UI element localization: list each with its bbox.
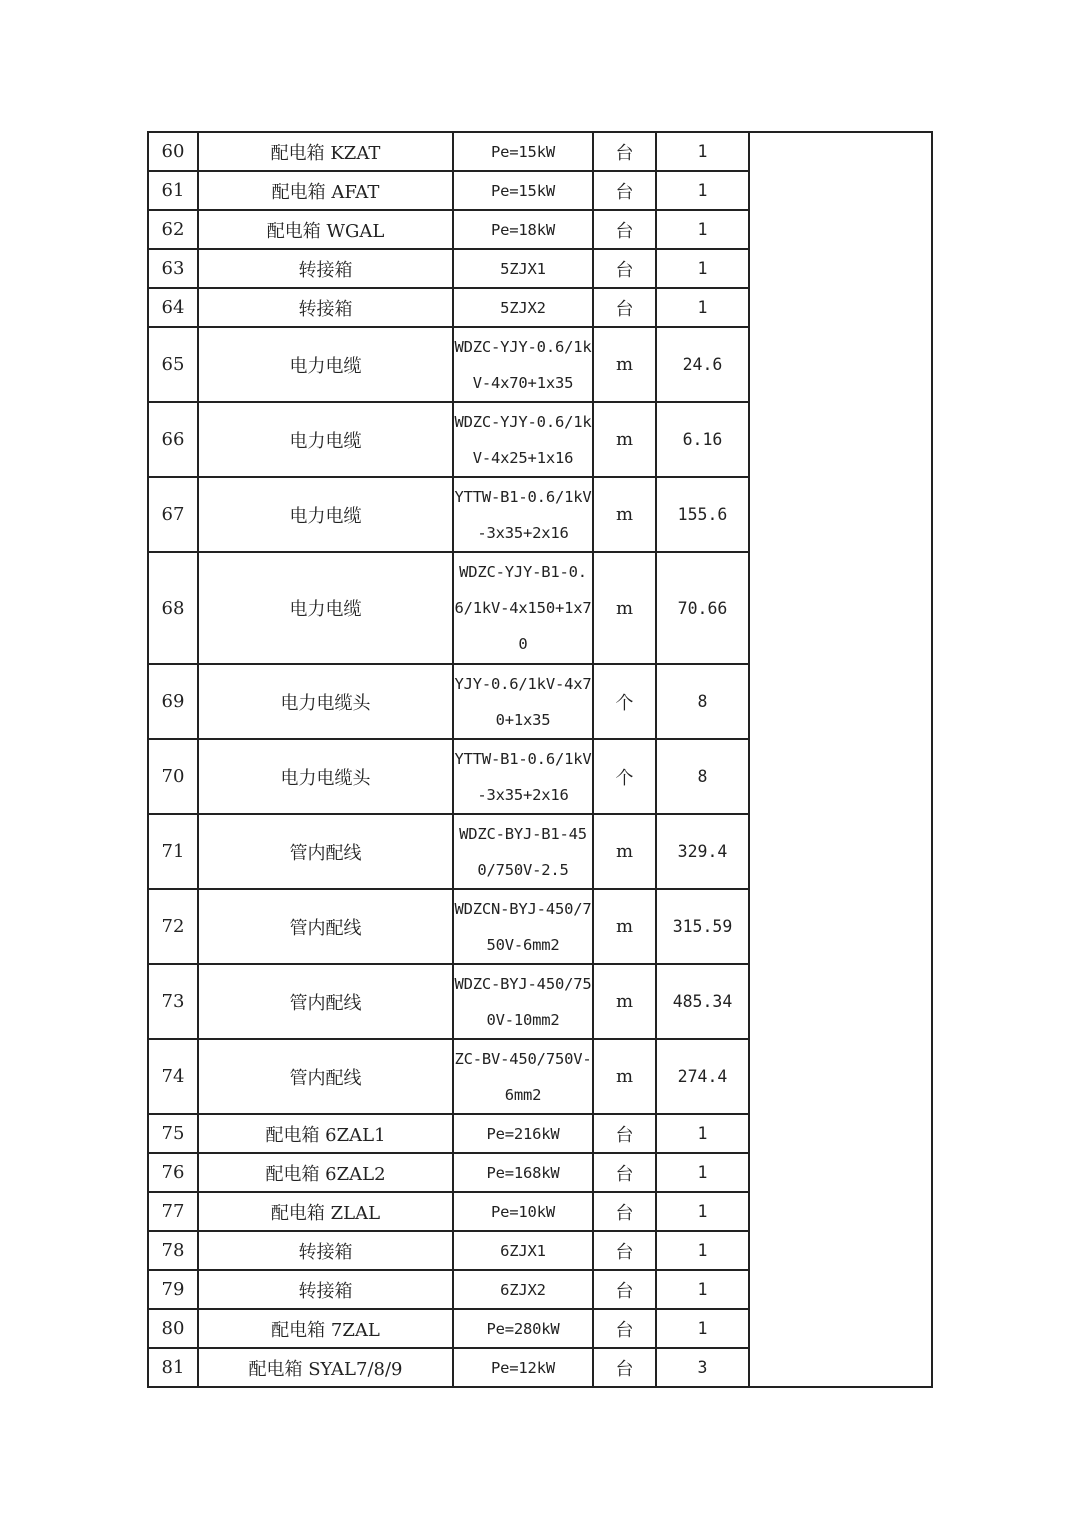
item-unit: 台	[593, 288, 656, 327]
item-name: 管内配线	[198, 1039, 453, 1114]
item-name: 管内配线	[198, 814, 453, 889]
item-quantity: 1	[656, 1153, 749, 1192]
row-number: 61	[148, 171, 198, 210]
row-number: 73	[148, 964, 198, 1039]
item-spec: Pe=15kW	[453, 132, 593, 171]
remarks-column	[749, 132, 932, 1387]
item-name: 转接箱	[198, 1270, 453, 1309]
item-quantity: 1	[656, 210, 749, 249]
item-name: 电力电缆	[198, 477, 453, 552]
item-name: 配电箱 6ZAL2	[198, 1153, 453, 1192]
item-spec: WDZC-BYJ-450/750V-10mm2	[453, 964, 593, 1039]
item-quantity: 485.34	[656, 964, 749, 1039]
item-name: 管内配线	[198, 889, 453, 964]
item-name: 转接箱	[198, 1231, 453, 1270]
row-number: 66	[148, 402, 198, 477]
item-spec: YTTW-B1-0.6/1kV-3x35+2x16	[453, 739, 593, 814]
item-unit: m	[593, 1039, 656, 1114]
item-quantity: 3	[656, 1348, 749, 1387]
row-number: 60	[148, 132, 198, 171]
item-unit: 台	[593, 1309, 656, 1348]
item-name: 配电箱 6ZAL1	[198, 1114, 453, 1153]
item-quantity: 1	[656, 1114, 749, 1153]
row-number: 78	[148, 1231, 198, 1270]
row-number: 80	[148, 1309, 198, 1348]
item-spec: WDZC-YJY-0.6/1kV-4x25+1x16	[453, 402, 593, 477]
item-quantity: 8	[656, 739, 749, 814]
row-number: 64	[148, 288, 198, 327]
item-unit: m	[593, 477, 656, 552]
item-quantity: 274.4	[656, 1039, 749, 1114]
item-spec: WDZCN-BYJ-450/750V-6mm2	[453, 889, 593, 964]
row-number: 71	[148, 814, 198, 889]
item-spec: YJY-0.6/1kV-4x70+1x35	[453, 664, 593, 739]
item-name: 配电箱 SYAL7/8/9	[198, 1348, 453, 1387]
row-number: 68	[148, 552, 198, 664]
item-spec: Pe=12kW	[453, 1348, 593, 1387]
row-number: 75	[148, 1114, 198, 1153]
item-unit: 台	[593, 210, 656, 249]
row-number: 77	[148, 1192, 198, 1231]
item-name: 配电箱 7ZAL	[198, 1309, 453, 1348]
item-name: 电力电缆	[198, 327, 453, 402]
item-spec: YTTW-B1-0.6/1kV-3x35+2x16	[453, 477, 593, 552]
item-unit: 台	[593, 1153, 656, 1192]
item-name: 电力电缆	[198, 402, 453, 477]
item-spec: WDZC-YJY-0.6/1kV-4x70+1x35	[453, 327, 593, 402]
item-quantity: 8	[656, 664, 749, 739]
table-row	[148, 132, 932, 171]
item-spec: Pe=15kW	[453, 171, 593, 210]
item-spec: Pe=280kW	[453, 1309, 593, 1348]
item-quantity: 1	[656, 288, 749, 327]
item-unit: m	[593, 552, 656, 664]
row-number: 69	[148, 664, 198, 739]
item-name: 配电箱 ZLAL	[198, 1192, 453, 1231]
item-spec: WDZC-YJY-B1-0.6/1kV-4x150+1x70	[453, 552, 593, 664]
item-unit: 个	[593, 664, 656, 739]
item-unit: 台	[593, 1348, 656, 1387]
item-spec: 5ZJX1	[453, 249, 593, 288]
item-quantity: 329.4	[656, 814, 749, 889]
item-unit: 台	[593, 1270, 656, 1309]
item-unit: 台	[593, 1231, 656, 1270]
item-name: 配电箱 AFAT	[198, 171, 453, 210]
item-spec: WDZC-BYJ-B1-450/750V-2.5	[453, 814, 593, 889]
item-unit: 台	[593, 171, 656, 210]
item-unit: m	[593, 814, 656, 889]
item-quantity: 1	[656, 1192, 749, 1231]
row-number: 62	[148, 210, 198, 249]
item-name: 电力电缆头	[198, 664, 453, 739]
row-number: 76	[148, 1153, 198, 1192]
row-number: 79	[148, 1270, 198, 1309]
item-quantity: 1	[656, 1231, 749, 1270]
item-quantity: 1	[656, 249, 749, 288]
item-spec: Pe=216kW	[453, 1114, 593, 1153]
item-quantity: 6.16	[656, 402, 749, 477]
item-spec: Pe=10kW	[453, 1192, 593, 1231]
item-quantity: 1	[656, 1309, 749, 1348]
item-spec: 6ZJX1	[453, 1231, 593, 1270]
row-number: 65	[148, 327, 198, 402]
item-name: 电力电缆	[198, 552, 453, 664]
item-quantity: 1	[656, 1270, 749, 1309]
item-quantity: 155.6	[656, 477, 749, 552]
item-name: 电力电缆头	[198, 739, 453, 814]
item-spec: Pe=168kW	[453, 1153, 593, 1192]
item-name: 配电箱 KZAT	[198, 132, 453, 171]
materials-table	[147, 131, 933, 1388]
item-spec: ZC-BV-450/750V-6mm2	[453, 1039, 593, 1114]
item-quantity: 24.6	[656, 327, 749, 402]
item-unit: m	[593, 889, 656, 964]
row-number: 81	[148, 1348, 198, 1387]
row-number: 70	[148, 739, 198, 814]
item-unit: 台	[593, 132, 656, 171]
item-unit: 台	[593, 1114, 656, 1153]
item-quantity: 70.66	[656, 552, 749, 664]
item-unit: m	[593, 964, 656, 1039]
item-spec: 5ZJX2	[453, 288, 593, 327]
item-quantity: 1	[656, 171, 749, 210]
row-number: 74	[148, 1039, 198, 1114]
row-number: 67	[148, 477, 198, 552]
item-unit: 台	[593, 1192, 656, 1231]
item-name: 转接箱	[198, 249, 453, 288]
row-number: 63	[148, 249, 198, 288]
item-name: 管内配线	[198, 964, 453, 1039]
row-number: 72	[148, 889, 198, 964]
item-quantity: 1	[656, 132, 749, 171]
item-quantity: 315.59	[656, 889, 749, 964]
item-unit: 个	[593, 739, 656, 814]
item-unit: m	[593, 402, 656, 477]
item-name: 转接箱	[198, 288, 453, 327]
item-unit: m	[593, 327, 656, 402]
item-unit: 台	[593, 249, 656, 288]
item-spec: 6ZJX2	[453, 1270, 593, 1309]
item-spec: Pe=18kW	[453, 210, 593, 249]
item-name: 配电箱 WGAL	[198, 210, 453, 249]
